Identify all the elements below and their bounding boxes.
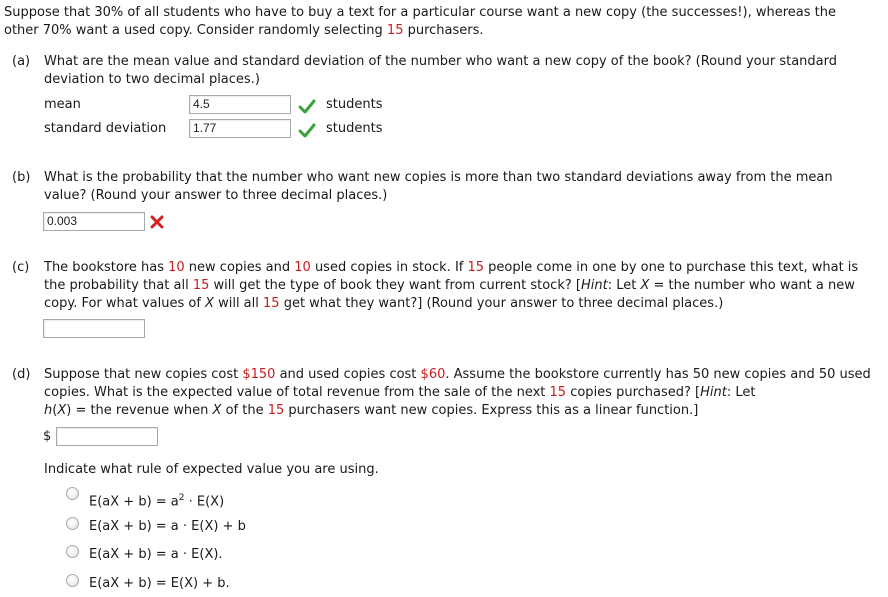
sd-input[interactable]: 1.77 bbox=[189, 119, 291, 138]
mean-unit: students bbox=[326, 97, 383, 112]
probability-input[interactable]: 0.003 bbox=[43, 212, 145, 231]
incorrect-x-icon bbox=[150, 215, 164, 229]
revenue-input[interactable] bbox=[56, 427, 158, 446]
part-a-question-line-2: deviation to two decimal places.) bbox=[44, 72, 260, 87]
sd-unit: students bbox=[326, 121, 383, 136]
rule-option-2-label: E(aX + b) = a · E(X) + b bbox=[89, 519, 246, 534]
mean-label: mean bbox=[44, 97, 81, 112]
rule-option-3-label: E(aX + b) = a · E(X). bbox=[89, 547, 223, 562]
sd-label: standard deviation bbox=[44, 121, 167, 136]
rule-option-3-radio[interactable] bbox=[66, 545, 79, 558]
part-c-answer-input[interactable] bbox=[43, 319, 145, 338]
rule-prompt: Indicate what rule of expected value you are using. bbox=[44, 462, 379, 477]
intro-line-2: other 70% want a used copy. Consider randomly selecting 15 purchasers. bbox=[4, 23, 484, 38]
mean-input[interactable]: 4.5 bbox=[189, 95, 291, 114]
correct-check-icon bbox=[298, 98, 316, 114]
dollar-sign: $ bbox=[43, 429, 52, 444]
part-d-label: (d) bbox=[12, 367, 31, 382]
part-c-question-line-3: copy. For what values of X will all 15 get what they want?] (Round your answer to three decimal places.) bbox=[44, 296, 724, 311]
rule-option-4-radio[interactable] bbox=[66, 574, 79, 587]
rule-option-2-radio[interactable] bbox=[66, 517, 79, 530]
part-b-question-line-2: value? (Round your answer to three decimal places.) bbox=[44, 188, 388, 203]
part-b-label: (b) bbox=[12, 170, 31, 185]
intro-line-1: Suppose that 30% of all students who have to buy a text for a particular course want a new copy (the successes!), whereas the bbox=[4, 5, 836, 20]
rule-option-1-radio[interactable] bbox=[66, 487, 79, 500]
part-d-question-line-3: h(X) = the revenue when X of the 15 purchasers want new copies. Express this as a linear function.] bbox=[44, 403, 699, 418]
part-a-label: (a) bbox=[12, 54, 31, 69]
part-b-question-line-1: What is the probability that the number who want new copies is more than two standard deviations away from the mean bbox=[44, 170, 833, 185]
correct-check-icon bbox=[298, 122, 316, 138]
part-a-question-line-1: What are the mean value and standard deviation of the number who want a new copy of the book? (Round your standard bbox=[44, 54, 838, 69]
part-c-label: (c) bbox=[12, 260, 30, 275]
rule-option-1-label: $E(aX + b) = a^2 \cdot E(X)$ bbox=[89, 493, 225, 510]
part-c-question-line-1: The bookstore has 10 new copies and 10 used copies in stock. If 15 people come in one by one to purchase this text, what is bbox=[44, 260, 859, 275]
part-c-question-line-2: the probability that all 15 will get the type of book they want from current stock? [Hint: Let X = the number who want a new bbox=[44, 278, 855, 293]
rule-option-4-label: E(aX + b) = E(X) + b. bbox=[89, 576, 230, 591]
part-d-question-line-1: Suppose that new copies cost $150 and used copies cost $60. Assume the bookstore currently has 50 new copies and 50 used bbox=[44, 367, 871, 382]
part-d-question-line-2: copies. What is the expected value of total revenue from the sale of the next 15 copies purchased? [Hint: Let bbox=[44, 385, 756, 400]
